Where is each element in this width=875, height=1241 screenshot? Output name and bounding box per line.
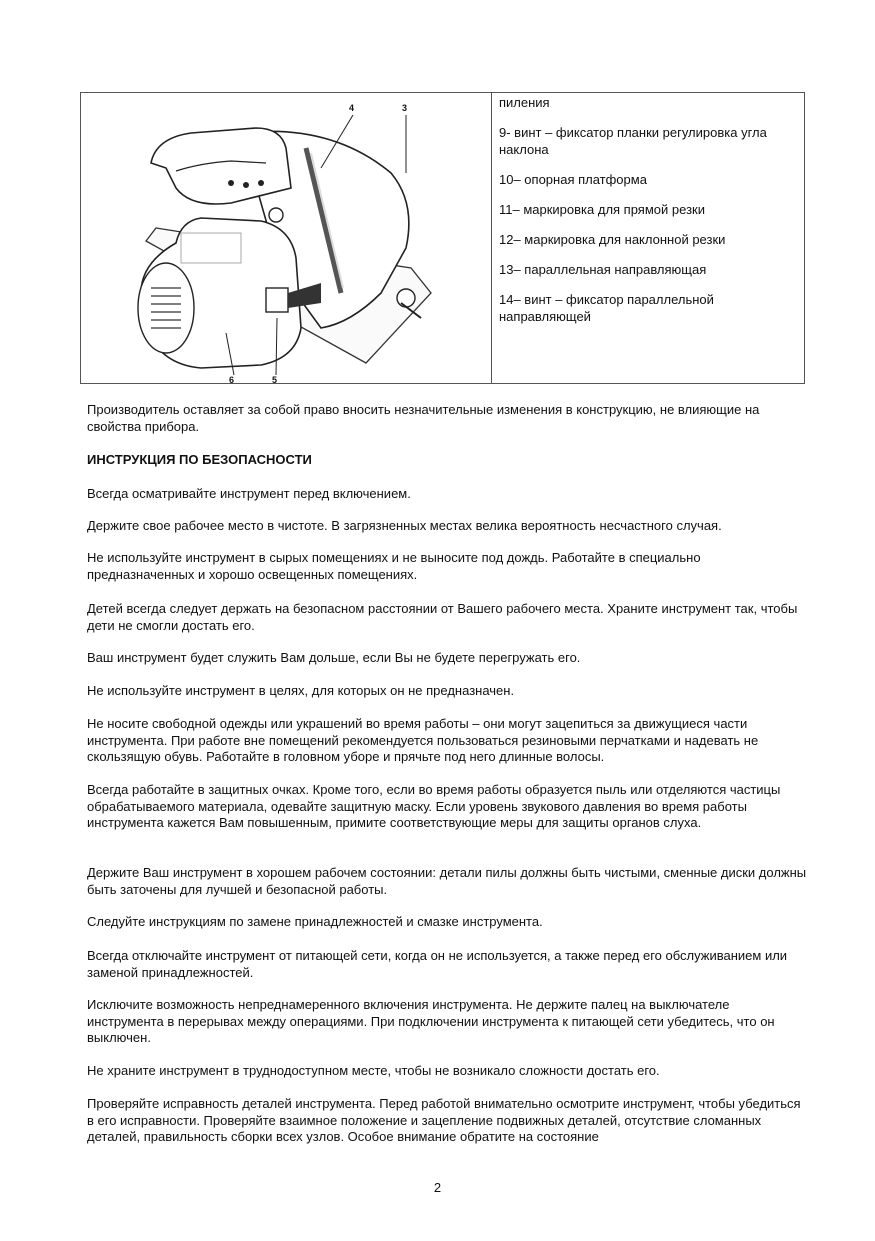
- paragraph: Исключите возможность непреднамеренного включения инструмента. Не держите палец на выключателе инструмента в перерывах между операциями. При подключении инструмента к питающей сети убедитесь, что он выключен.: [87, 997, 775, 1045]
- paragraph: Не используйте инструмент в целях, для которых он не предназначен.: [87, 683, 515, 698]
- callout-3: 3: [402, 103, 408, 113]
- paragraph: Держите свое рабочее место в чистоте. В загрязненных местах велика вероятность несчастного случая.: [87, 518, 722, 533]
- paragraph: Не используйте инструмент в сырых помещениях и не выносите под дождь. Работайте в специально предназначенных и хорошо освещенных помещениях.: [87, 550, 701, 582]
- callout-6: 6: [229, 375, 235, 385]
- paragraph: Всегда отключайте инструмент от питающей сети, когда он не используется, а также перед его обслуживанием или заменой принадлежностей.: [87, 948, 788, 980]
- paragraph: Держите Ваш инструмент в хорошем рабочем состоянии: детали пилы должны быть чистыми, сменные диски должны быть заточены для лучшей и безопасной работы.: [87, 865, 807, 897]
- figure-table: [80, 92, 805, 384]
- legend-item: 9- винт – фиксатор планки регулировка угла наклона: [499, 125, 767, 157]
- paragraph: Детей всегда следует держать на безопасном расстоянии от Вашего рабочего места. Храните инструмент так, чтобы дети не смогли достать его.: [87, 601, 798, 633]
- legend-item: 13– параллельная направляющая: [499, 262, 707, 277]
- saw-illustration-cell: [81, 93, 492, 383]
- legend-item: 10– опорная платформа: [499, 172, 647, 187]
- manufacturer-note: Производитель оставляет за собой право вносить незначительные изменения в конструкцию, не влияющие на свойства прибора.: [87, 402, 760, 434]
- legend-item: 11– маркировка для прямой резки: [499, 202, 705, 217]
- saw-handle: [151, 128, 291, 204]
- legend-item: пиления: [499, 95, 550, 110]
- parts-legend: [499, 94, 798, 338]
- paragraph: Не храните инструмент в труднодоступном месте, чтобы не возникало сложности достать его.: [87, 1063, 660, 1078]
- legend-item: 14– винт – фиксатор параллельной направляющей: [499, 292, 714, 324]
- section-title: ИНСТРУКЦИЯ ПО БЕЗОПАСНОСТИ: [87, 452, 312, 467]
- callout-4: 4: [349, 103, 355, 113]
- paragraph: Всегда работайте в защитных очках. Кроме того, если во время работы образуется пыль или отделяются частицы обрабатываемого материала, одевайте защитную маску. Если уровень звукового давления во время работы инструмента кажется Вам повышенным, примите соответствующие меры для защиты органов слуха.: [87, 782, 781, 830]
- paragraph: Проверяйте исправность деталей инструмента. Перед работой внимательно осмотрите инструмент, чтобы убедиться в его исправности. Проверяйте взаимное положение и зацепление подвижных деталей, отсутствие сломанных деталей, правильность сборки всех узлов. Особое внимание обратите на состояние: [87, 1096, 801, 1144]
- page-number: 2: [433, 1180, 442, 1195]
- legend-item: 12– маркировка для наклонной резки: [499, 232, 726, 247]
- paragraph: Ваш инструмент будет служить Вам дольше, если Вы не будете перегружать его.: [87, 650, 581, 665]
- callout-5: 5: [272, 375, 278, 385]
- paragraph: Всегда осматривайте инструмент перед включением.: [87, 486, 411, 501]
- circular-saw-illustration: [81, 93, 492, 385]
- paragraph: Следуйте инструкциям по замене принадлежностей и смазке инструмента.: [87, 914, 543, 929]
- paragraph: Не носите свободной одежды или украшений во время работы – они могут зацепиться за движущиеся части инструмента. При работе вне помещений рекомендуется пользоваться резиновыми перчатками и надевать не скользящую обувь. Работайте в головном уборе и прячьте под него длинные волосы.: [87, 716, 759, 764]
